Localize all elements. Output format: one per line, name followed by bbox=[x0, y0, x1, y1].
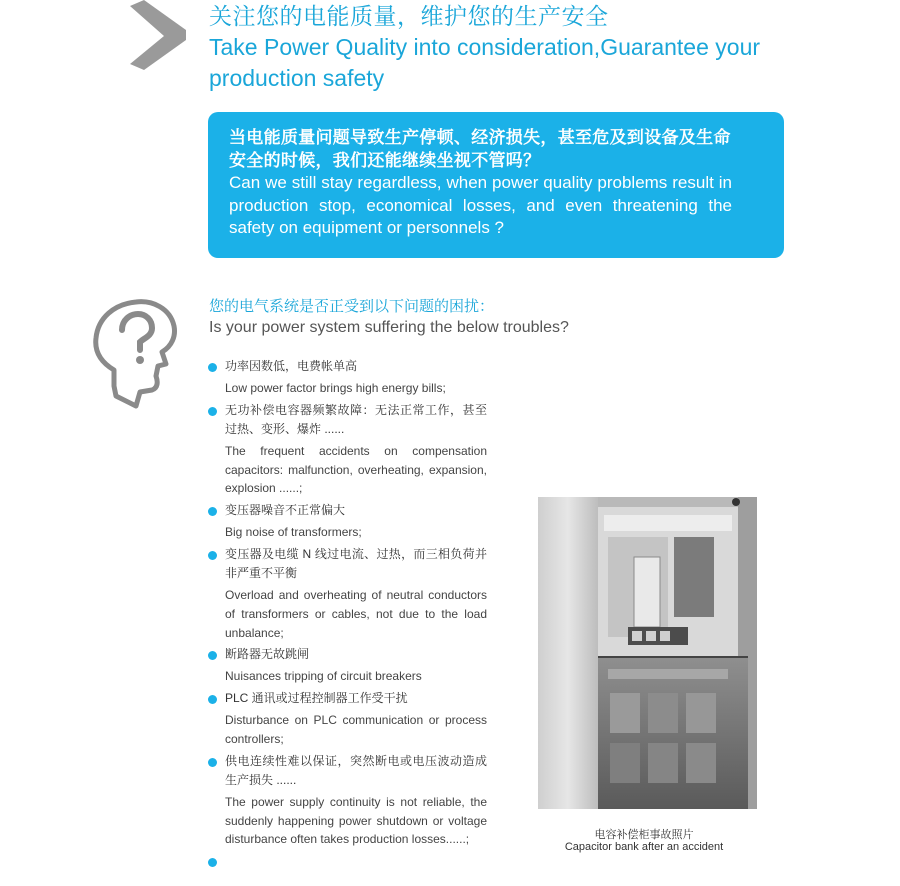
bullet-dot-icon bbox=[208, 551, 217, 560]
question-heading-cn: 您的电气系统是否正受到以下问题的困扰： bbox=[209, 298, 495, 315]
callout-text-en: Can we still stay regardless, when power quality problems result in production stop, economical losses, and even threatening the safety on equipment or personnels ? bbox=[229, 173, 732, 237]
question-heading-en: Is your power system suffering the below troubles? bbox=[209, 319, 569, 336]
trouble-text-cn: 断路器无故跳闸 bbox=[225, 647, 310, 662]
bullet-dot-icon bbox=[208, 507, 217, 516]
list-item bbox=[207, 357, 487, 398]
photo-caption-cn: 电容补偿柜事故照片 bbox=[594, 829, 694, 841]
list-item bbox=[207, 545, 487, 642]
bullet-dot-icon bbox=[208, 858, 217, 867]
list-item bbox=[207, 401, 487, 498]
trouble-text-cn: 变压器及电缆 N 线过电流、过热，而三相负荷并非严重不平衡 bbox=[225, 546, 487, 580]
trouble-text-en: The power supply continuity is not reliable, the suddenly happening power shutdown or voltage disturbance often takes production losses......; bbox=[225, 794, 487, 847]
trouble-text-cn: 变压器噪音不正常偏大 bbox=[225, 503, 346, 518]
list-item bbox=[207, 689, 487, 749]
page-title-cn: 关注您的电能质量，维护您的生产安全 bbox=[209, 3, 609, 29]
trouble-text-en: Disturbance on PLC communication or process controllers; bbox=[225, 713, 487, 746]
head-question-icon bbox=[92, 296, 182, 412]
trouble-text-cn: PLC 通讯或过程控制器工作受干扰 bbox=[225, 691, 408, 706]
trouble-text-en: Low power factor brings high energy bills; bbox=[225, 381, 446, 395]
bullet-dot-icon bbox=[208, 758, 217, 767]
trouble-text-en: Nuisances tripping of circuit breakers bbox=[225, 669, 422, 684]
bullet-dot-icon bbox=[208, 363, 217, 372]
list-item bbox=[207, 645, 487, 686]
trouble-text-cn: 无功补偿电容器频繁故障：无法正常工作，甚至过热、变形、爆炸 ...... bbox=[225, 402, 487, 436]
capacitor-bank-photo bbox=[538, 497, 757, 809]
list-item bbox=[207, 752, 487, 849]
trouble-text-en: Overload and overheating of neutral conductors of transformers or cables, not due to the load unbalance; bbox=[225, 587, 487, 640]
callout-box bbox=[208, 112, 784, 258]
trouble-text-cn: 功率因数低，电费帐单高 bbox=[225, 359, 358, 373]
troubles-list bbox=[207, 357, 487, 852]
trouble-text-en: The frequent accidents on compensation capacitors: malfunction, overheating, expansion, explosion ......; bbox=[225, 443, 487, 496]
list-item bbox=[207, 501, 487, 542]
photo-caption-en: Capacitor bank after an accident bbox=[564, 841, 724, 853]
bullet-dot-icon bbox=[208, 651, 217, 660]
bullet-dot-icon bbox=[208, 407, 217, 416]
bullet-dot-icon bbox=[208, 695, 217, 704]
page-title-en: Take Power Quality into consideration,Guarantee your production safety bbox=[209, 34, 761, 91]
chevron-right-icon bbox=[122, 0, 192, 72]
trouble-text-en: Big noise of transformers; bbox=[225, 525, 362, 540]
callout-text-cn: 当电能质量问题导致生产停顿、经济损失，甚至危及到设备及生命安全的时候，我们还能继续坐视不管吗？ bbox=[229, 128, 731, 170]
trouble-text-cn: 供电连续性难以保证，突然断电或电压波动造成生产损失 ...... bbox=[225, 753, 487, 787]
